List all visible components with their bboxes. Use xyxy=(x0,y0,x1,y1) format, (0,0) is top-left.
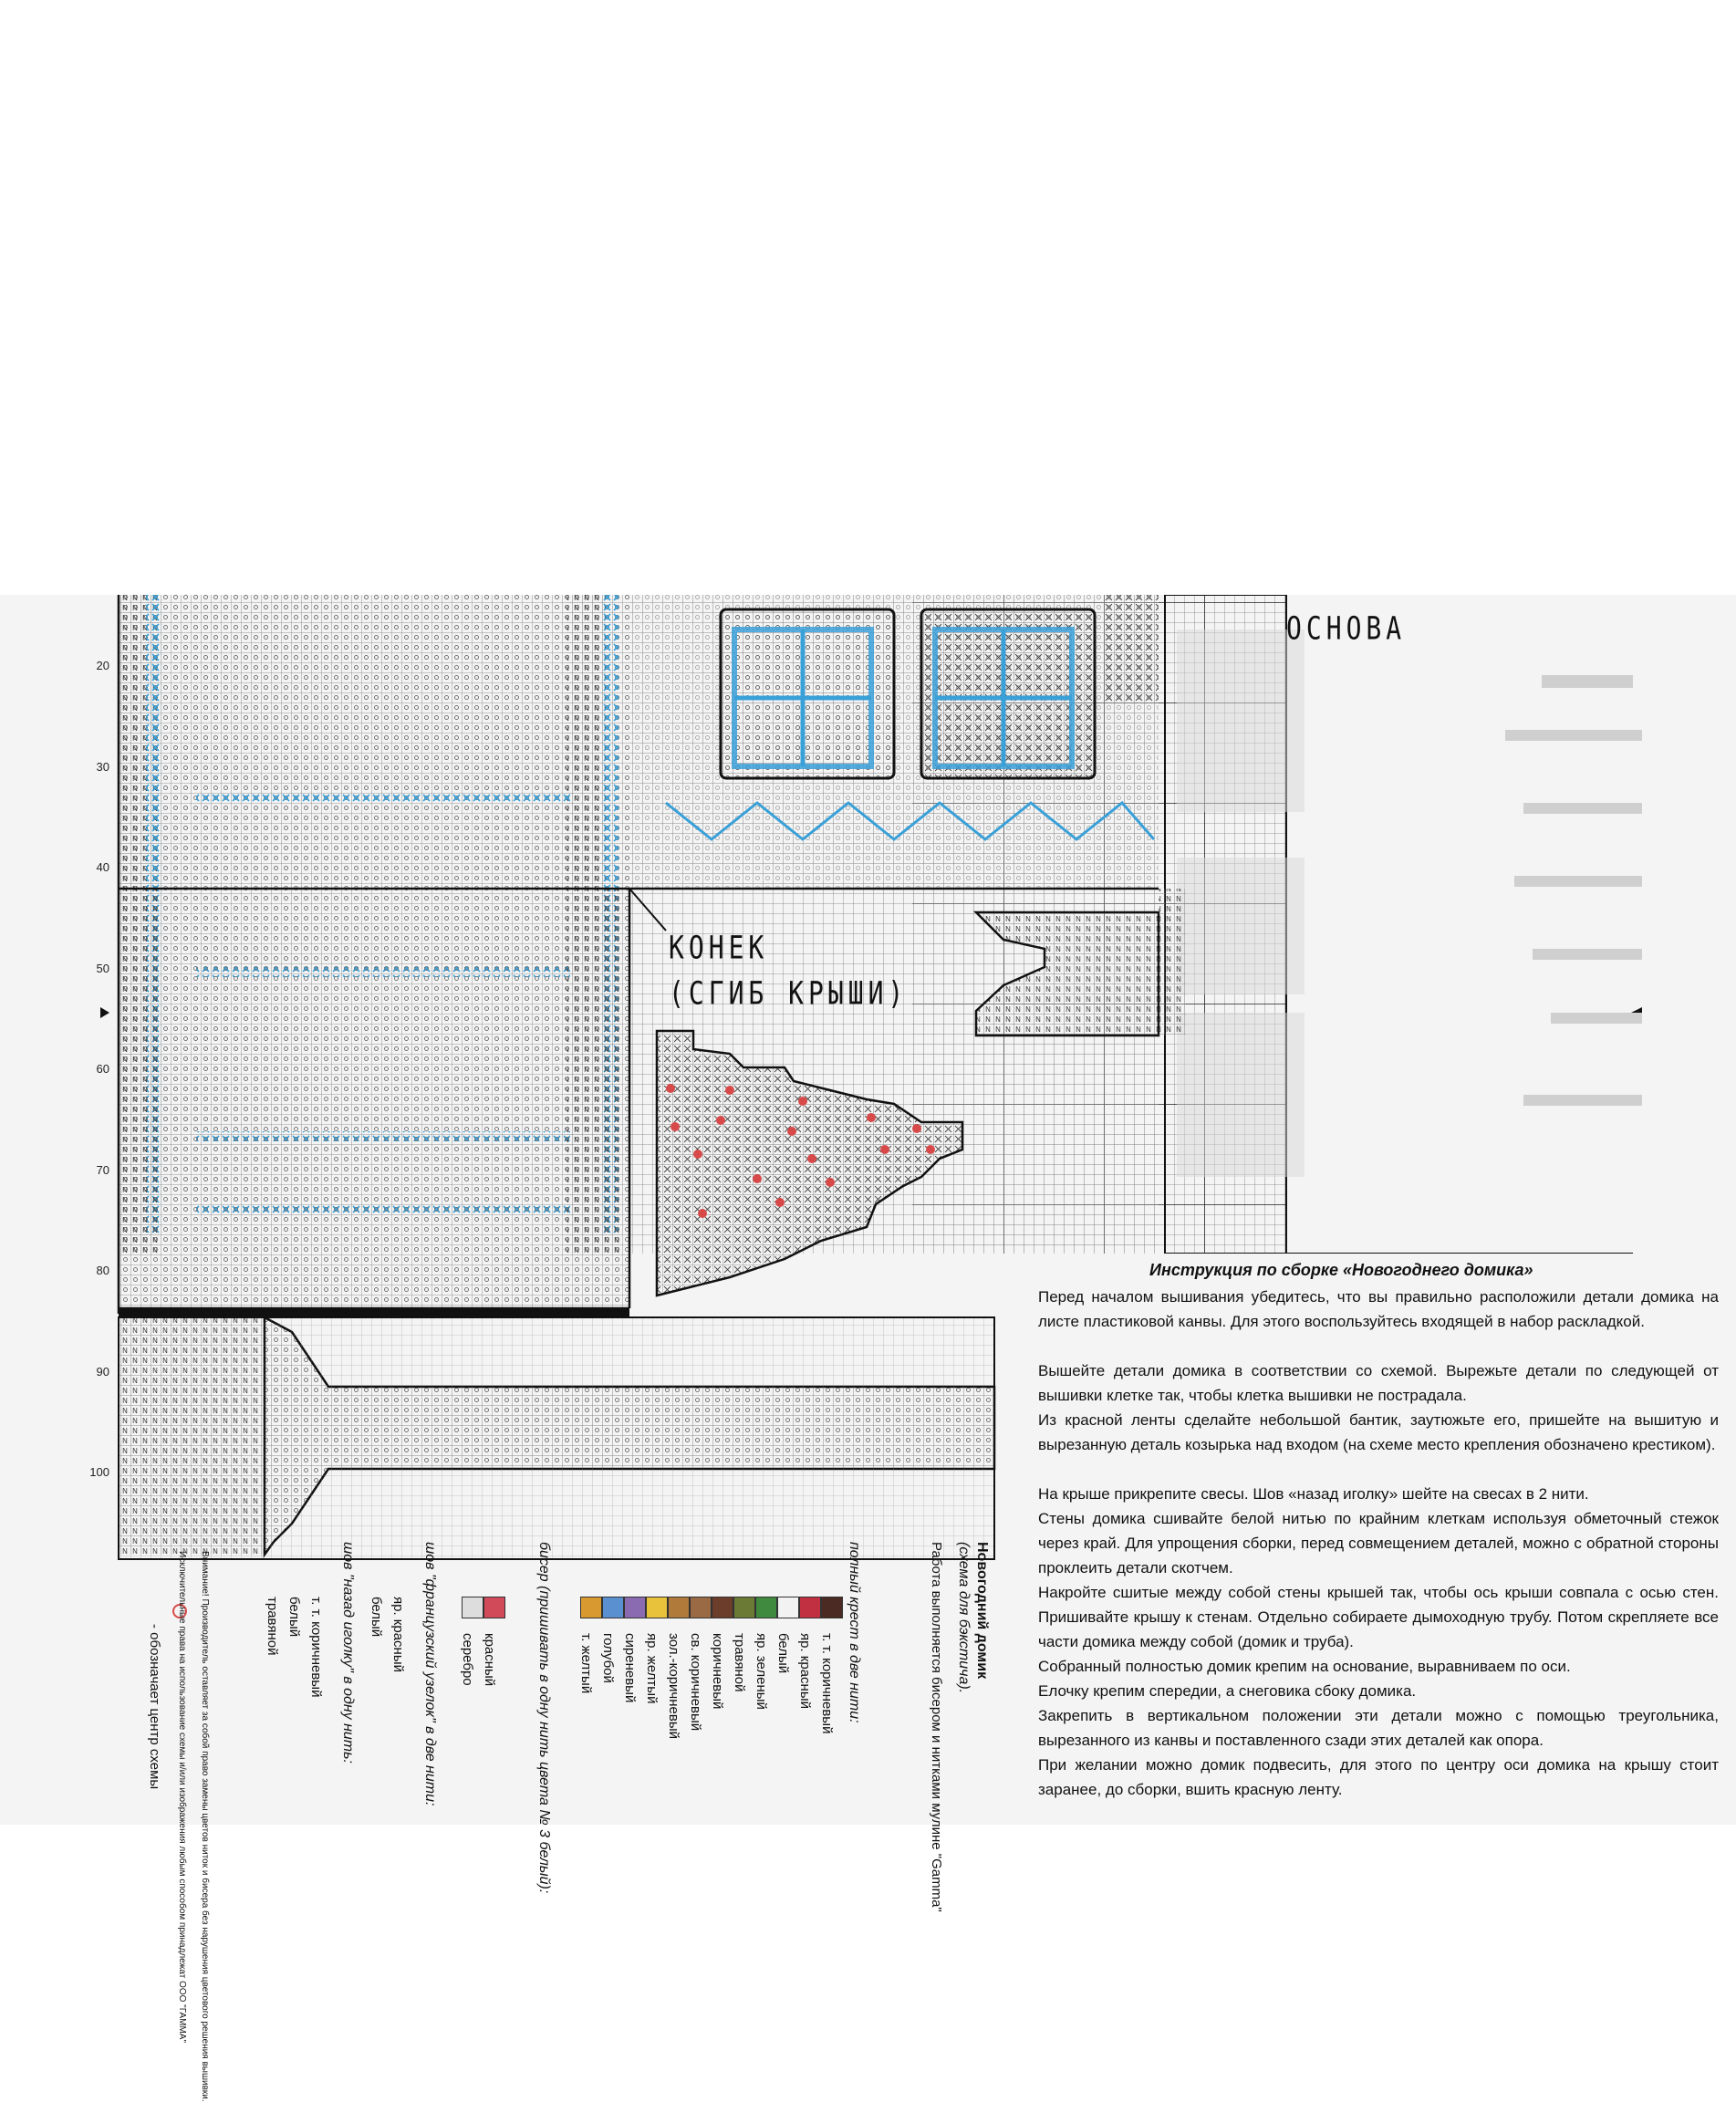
swatch-bead-silver xyxy=(462,1597,483,1618)
axis-label-40: 40 xyxy=(96,860,109,874)
legend-work-note: Работа выполняется бисером и нитками мулине "Gamma" xyxy=(929,1542,944,1912)
legend-warning: Внимание! Производитель оставляет за собой право замены цветов ниток и бисера без нарушения цветового решения вышивки. xyxy=(200,1551,210,2102)
legend-item-2: яр. красный xyxy=(797,1633,813,1709)
legend-bead-red: красный xyxy=(482,1633,497,1687)
swatch-8 xyxy=(668,1597,690,1618)
swatch-4 xyxy=(755,1597,777,1618)
instructions-paragraph-7: Собранный полностью домик крепим на основание, выравниваем по оси. xyxy=(1038,1658,1571,1675)
legend-full-cross: полный крест в две нити: xyxy=(847,1542,862,1723)
legend-french-knot: шов "французский узелок" в две нити: xyxy=(422,1542,438,1806)
legend-item-1: т. т. коричневый xyxy=(819,1633,835,1734)
legend-copyright: Исключительные права на использование схемы и/или изображения любым способом принадлежат ООО "ГАММА" xyxy=(177,1551,187,2044)
legend-item-8: зол.-коричневый xyxy=(666,1633,681,1740)
swatch-11 xyxy=(602,1597,624,1618)
swatch-3 xyxy=(777,1597,799,1618)
swatch-1 xyxy=(821,1597,843,1618)
legend-knot-2: белый xyxy=(369,1597,384,1638)
instructions-paragraph-8: Елочку крепим спередии, а снеговика сбоку домика. xyxy=(1038,1682,1417,1700)
axis-label-60: 60 xyxy=(96,1062,109,1076)
legend-line-3: травяной xyxy=(265,1597,280,1656)
axis-label-30: 30 xyxy=(96,760,109,774)
axis-label-70: 70 xyxy=(96,1163,109,1177)
axis-label-50: 50 xyxy=(96,962,109,975)
instructions-paragraph-1: Перед началом вышивания убедитесь, что вы правильно расположили детали домика на листе пластиковой канвы. Для этого воспользуйтесь входящей в набор раскладкой. xyxy=(1038,1288,1719,1330)
swatch-10 xyxy=(624,1597,646,1618)
instructions-paragraph-5: Стены домика сшивайте белой нитью по крайним клеткам используя обметочный стежок через край. Для упрощения сборки, перед совмещением деталей, можно с обратной стороны проклеить детали скотчем. xyxy=(1038,1510,1719,1576)
legend-item-4: яр. зеленый xyxy=(754,1633,769,1710)
color-legend xyxy=(137,1542,1003,2102)
label-osnova: ОСНОВА xyxy=(1286,609,1407,648)
instructions-paragraph-2: Вышейте детали домика в соответствии со схемой. Вырежьте детали по следующей от вышивки клетке так, чтобы клетка вышивки не пострадала. xyxy=(1038,1362,1719,1404)
instructions-paragraph-9: Закрепить в вертикальном положении эти детали можно с помощью треугольника, вырезанного из канвы и поставленного сзади этих деталей как опора. xyxy=(1038,1707,1719,1749)
instructions-paragraph-4: На крыше прикрепите свесы. Шов «назад иголку» шейте на свесах в 2 нити. xyxy=(1038,1485,1589,1503)
legend-center-mark: - обозначает центр схемы xyxy=(147,1624,162,1790)
label-konek: КОНЕК xyxy=(669,929,769,967)
instructions-paragraph-3: Из красной ленты сделайте небольшой бантик, заутюжьте его, пришейте на вышитую и вырезанную деталь козырька над входом (на схеме место крепления обозначено крестиком). xyxy=(1038,1411,1719,1453)
axis-label-20: 20 xyxy=(96,659,109,672)
swatch-bead-red xyxy=(483,1597,505,1618)
swatch-6 xyxy=(712,1597,733,1618)
legend-item-10: сиреневый xyxy=(622,1633,638,1703)
instructions-title: Инструкция по сборке «Новогоднего домика» xyxy=(1149,1261,1533,1279)
legend-item-9: яр. желтый xyxy=(644,1633,660,1704)
axis-label-100: 100 xyxy=(89,1465,109,1479)
label-konek-sub: (СГИБ КРЫШИ) xyxy=(669,974,909,1013)
axis-label-80: 80 xyxy=(96,1264,109,1277)
legend-item-6: коричневый xyxy=(710,1633,725,1710)
instructions-paragraph-6: Накройте сшитые между собой стены крышей так, чтобы ось крыши совпала с осью стен. Пришивайте крышу к стенам. Отдельно собираете дымоходную трубу. Потом скрепляете все части домика между собой (домик и труба). xyxy=(1038,1584,1719,1650)
swatch-5 xyxy=(733,1597,755,1618)
legend-beads-title: бисер (пришивать в одну нить цвета № 3 белый): xyxy=(536,1542,552,1894)
swatch-2 xyxy=(799,1597,821,1618)
legend-backstitch: шов "назад иголку" в одну нить: xyxy=(340,1542,356,1764)
swatch-12 xyxy=(580,1597,602,1618)
legend-title: Новогодний домик xyxy=(974,1542,990,1680)
legend-item-7: св. коричневый xyxy=(688,1633,703,1732)
legend-bead-silver: серебро xyxy=(460,1633,475,1686)
legend-item-3: белый xyxy=(775,1633,791,1674)
axis-label-90: 90 xyxy=(96,1365,109,1379)
legend-item-12: т. желтый xyxy=(578,1633,594,1694)
legend-knot-1: яр. красный xyxy=(390,1597,406,1672)
swatch-7 xyxy=(690,1597,712,1618)
legend-item-5: травяной xyxy=(732,1633,747,1692)
legend-item-11: голубой xyxy=(600,1633,616,1683)
legend-line-1: т. т. коричневый xyxy=(308,1597,324,1698)
instructions-paragraph-10: При желании можно домик подвесить, для этого по центру оси домика на крышу стоит заранее, до сборки, вшить красную ленту. xyxy=(1038,1756,1719,1798)
legend-line-2: белый xyxy=(286,1597,302,1638)
legend-subtitle: (схема для бэкстича). xyxy=(956,1542,972,1694)
swatch-9 xyxy=(646,1597,668,1618)
